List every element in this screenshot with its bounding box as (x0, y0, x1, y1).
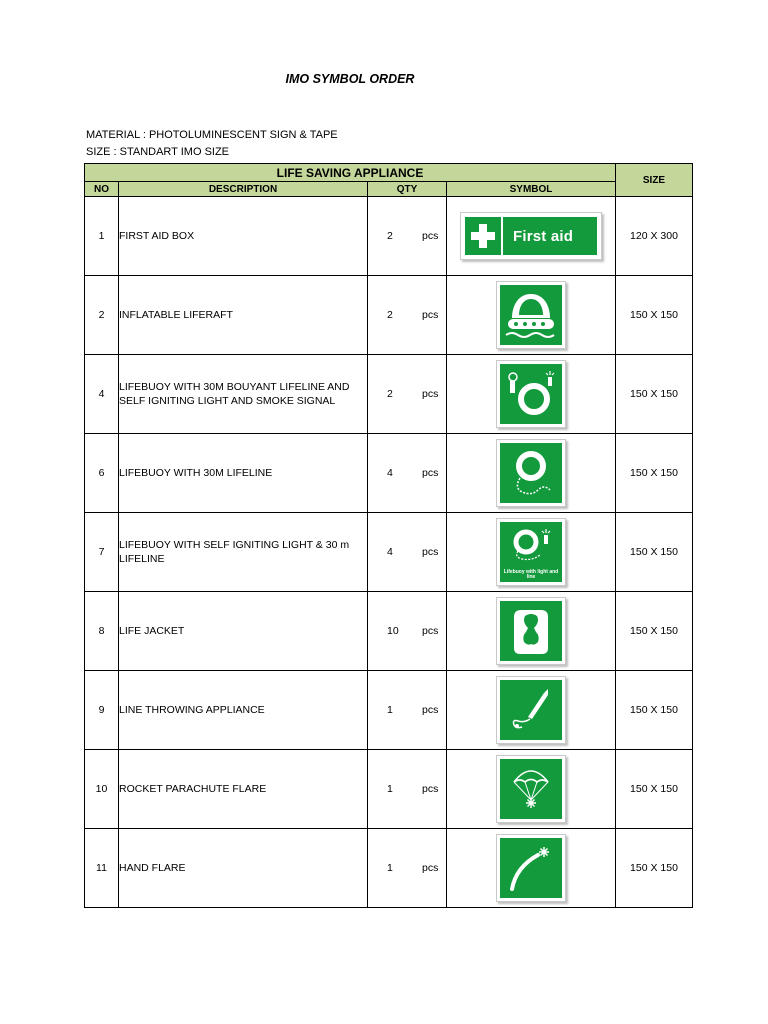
row-no: 10 (85, 750, 119, 829)
qty-unit: pcs (422, 388, 439, 400)
qty-unit: pcs (422, 625, 439, 637)
header-qty: QTY (368, 182, 447, 197)
qty-unit: pcs (422, 546, 439, 558)
row-qty (368, 829, 447, 908)
lifebuoy-caption: Lifebuoy with light and line (503, 569, 559, 580)
row-size: 120 X 300 (616, 197, 693, 276)
row-symbol (447, 197, 616, 276)
row-size: 150 X 150 (616, 829, 693, 908)
life-jacket-sign-icon (496, 597, 566, 665)
row-size: 150 X 150 (616, 671, 693, 750)
lifebuoy-light-smoke-sign-icon (496, 360, 566, 428)
row-qty (368, 592, 447, 671)
row-symbol (447, 671, 616, 750)
material-line: MATERIAL : PHOTOLUMINESCENT SIGN & TAPE (86, 129, 338, 141)
row-symbol (447, 276, 616, 355)
row-symbol (447, 355, 616, 434)
row-qty (368, 671, 447, 750)
row-symbol (447, 592, 616, 671)
row-no: 4 (85, 355, 119, 434)
row-description: HAND FLARE (119, 829, 368, 908)
first-aid-sign-icon (460, 212, 602, 260)
row-description: LIFEBUOY WITH 30M BOUYANT LIFELINE AND SELF IGNITING LIGHT AND SMOKE SIGNAL (119, 355, 368, 434)
row-size: 150 X 150 (616, 750, 693, 829)
row-description: LIFEBUOY WITH 30M LIFELINE (119, 434, 368, 513)
header-symbol: SYMBOL (447, 182, 616, 197)
hand-flare-sign-icon (496, 834, 566, 902)
row-size: 150 X 150 (616, 434, 693, 513)
qty-unit: pcs (422, 862, 439, 874)
header-no: NO (85, 182, 119, 197)
row-no: 6 (85, 434, 119, 513)
row-no: 8 (85, 592, 119, 671)
row-size: 150 X 150 (616, 276, 693, 355)
lifebuoy-light-line-sign-icon (496, 518, 566, 586)
header-size: SIZE (616, 164, 693, 197)
row-description: INFLATABLE LIFERAFT (119, 276, 368, 355)
table-row (85, 513, 693, 592)
row-description: LINE THROWING APPLIANCE (119, 671, 368, 750)
qty-value: 4 (387, 467, 393, 479)
row-size: 150 X 150 (616, 355, 693, 434)
lifebuoy-line-sign-icon (496, 439, 566, 507)
document-title: IMO SYMBOL ORDER (285, 72, 415, 86)
parachute-flare-sign-icon (496, 755, 566, 823)
table-row (85, 276, 693, 355)
row-qty (368, 355, 447, 434)
section-title: LIFE SAVING APPLIANCE (85, 164, 616, 182)
row-description: ROCKET PARACHUTE FLARE (119, 750, 368, 829)
row-qty (368, 513, 447, 592)
row-qty (368, 276, 447, 355)
table-row (85, 671, 693, 750)
row-description: FIRST AID BOX (119, 197, 368, 276)
symbol-order-table (84, 163, 693, 908)
table-row (85, 197, 693, 276)
table-row (85, 434, 693, 513)
line-throwing-sign-icon (496, 676, 566, 744)
size-line: SIZE : STANDART IMO SIZE (86, 146, 230, 158)
qty-value: 2 (387, 388, 393, 400)
row-qty (368, 434, 447, 513)
table-row (85, 355, 693, 434)
qty-unit: pcs (422, 467, 439, 479)
row-description: LIFEBUOY WITH SELF IGNITING LIGHT & 30 m LIFELINE (119, 513, 368, 592)
row-no: 11 (85, 829, 119, 908)
row-qty (368, 750, 447, 829)
table-row (85, 592, 693, 671)
first-aid-text: First aid (513, 227, 574, 245)
qty-value: 1 (387, 704, 393, 716)
liferaft-sign-icon (496, 281, 566, 349)
row-no: 7 (85, 513, 119, 592)
row-qty (368, 197, 447, 276)
row-no: 2 (85, 276, 119, 355)
row-no: 1 (85, 197, 119, 276)
qty-value: 2 (387, 309, 393, 321)
qty-value: 10 (387, 625, 399, 637)
qty-value: 1 (387, 783, 393, 795)
qty-unit: pcs (422, 783, 439, 795)
row-symbol (447, 750, 616, 829)
qty-unit: pcs (422, 309, 439, 321)
row-symbol (447, 513, 616, 592)
qty-unit: pcs (422, 704, 439, 716)
row-symbol (447, 434, 616, 513)
qty-unit: pcs (422, 230, 439, 242)
row-size: 150 X 150 (616, 513, 693, 592)
qty-value: 1 (387, 862, 393, 874)
table-row (85, 829, 693, 908)
qty-value: 2 (387, 230, 393, 242)
qty-value: 4 (387, 546, 393, 558)
row-description: LIFE JACKET (119, 592, 368, 671)
header-description: DESCRIPTION (119, 182, 368, 197)
row-symbol (447, 829, 616, 908)
row-no: 9 (85, 671, 119, 750)
table-row (85, 750, 693, 829)
row-size: 150 X 150 (616, 592, 693, 671)
